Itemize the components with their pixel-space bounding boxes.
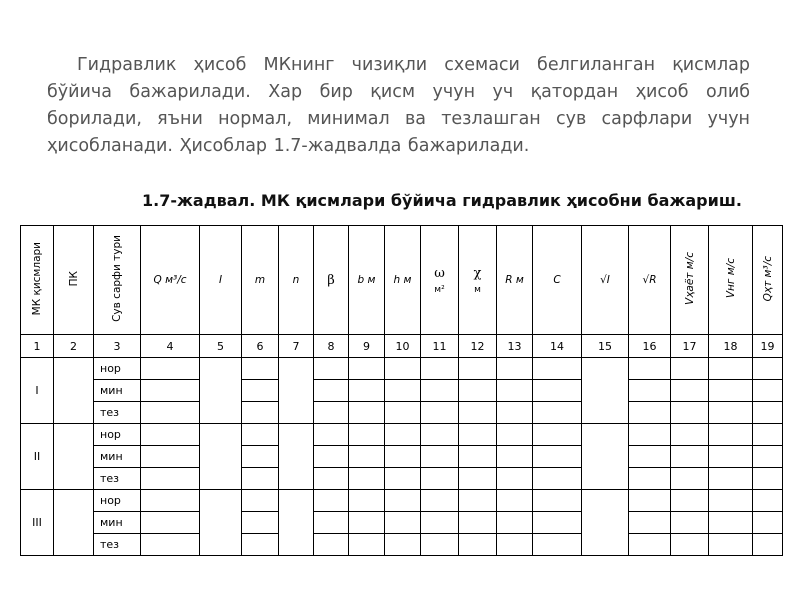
table-cell: [141, 490, 200, 512]
header-chezy: C: [533, 226, 582, 335]
table-cell: [629, 490, 671, 512]
merged-cell: [582, 490, 629, 556]
table-cell: [314, 446, 349, 468]
table-cell: [349, 468, 385, 490]
table-row: [21, 358, 783, 380]
column-number: 1: [21, 335, 54, 358]
column-number-row: [21, 335, 783, 358]
column-number: 6: [242, 335, 279, 358]
table-cell: [671, 512, 709, 534]
table-cell: [497, 512, 533, 534]
table-row: [21, 534, 783, 556]
merged-cell: [279, 490, 314, 556]
table-cell: [385, 380, 421, 402]
table-cell: [753, 358, 783, 380]
table-row: [21, 380, 783, 402]
column-number: 3: [94, 335, 141, 358]
table-cell: [421, 534, 459, 556]
table-cell: [709, 446, 753, 468]
table-cell: [314, 468, 349, 490]
table-cell: [497, 358, 533, 380]
header-area: ω м²: [421, 226, 459, 335]
column-number: 17: [671, 335, 709, 358]
table-cell: [421, 380, 459, 402]
flow-type-cell: мин: [94, 512, 141, 534]
table-cell: [533, 446, 582, 468]
table-cell: [533, 424, 582, 446]
table-cell: [141, 358, 200, 380]
table-cell: [459, 402, 497, 424]
column-number: 9: [349, 335, 385, 358]
header-v-life: Vҳаёт м/с: [671, 226, 709, 335]
table-cell: [421, 358, 459, 380]
table-cell: [459, 380, 497, 402]
table-cell: [753, 402, 783, 424]
table-cell: [753, 446, 783, 468]
header-slope: I: [200, 226, 242, 335]
header-pk: ПК: [54, 226, 94, 335]
table-row: [21, 424, 783, 446]
table-cell: [242, 380, 279, 402]
table-cell: [753, 534, 783, 556]
table-cell: [459, 468, 497, 490]
table-cell: [242, 490, 279, 512]
section-label: I: [21, 358, 54, 424]
table-cell: [141, 512, 200, 534]
table-cell: [753, 512, 783, 534]
flow-type-cell: нор: [94, 358, 141, 380]
pk-cell: [54, 358, 94, 424]
table-cell: [753, 490, 783, 512]
table-cell: [242, 402, 279, 424]
table-cell: [242, 358, 279, 380]
flow-type-cell: тез: [94, 534, 141, 556]
table-cell: [671, 358, 709, 380]
header-perimeter: χ м: [459, 226, 497, 335]
table-cell: [533, 380, 582, 402]
header-sqrt-i: √I: [582, 226, 629, 335]
table-cell: [385, 424, 421, 446]
table-cell: [385, 534, 421, 556]
column-number: 14: [533, 335, 582, 358]
column-number: 7: [279, 335, 314, 358]
table-cell: [242, 424, 279, 446]
merged-cell: [582, 424, 629, 490]
flow-type-cell: мин: [94, 446, 141, 468]
table-cell: [671, 468, 709, 490]
table-cell: [709, 358, 753, 380]
table-cell: [385, 446, 421, 468]
table-body: [21, 358, 783, 556]
table-cell: [242, 534, 279, 556]
table-cell: [141, 446, 200, 468]
column-number: 8: [314, 335, 349, 358]
header-sections: МК қисмлари: [21, 226, 54, 335]
table-cell: [349, 358, 385, 380]
table-title: 1.7-жадвал. МК қисмлари бўйича гидравлик ҳисобни бажариш.: [142, 191, 742, 210]
table-cell: [349, 490, 385, 512]
table-cell: [709, 380, 753, 402]
table-cell: [314, 402, 349, 424]
table-cell: [385, 358, 421, 380]
table-cell: [242, 446, 279, 468]
table-cell: [141, 468, 200, 490]
intro-paragraph: Гидравлик ҳисоб МКнинг чизиқли схемаси белгиланган қисмлар бўйича бажарилади. Хар бир қисм учун уч қатордан ҳисоб олиб борилади, яъни нормал, минимал ва тезлашган сув сарфлари учун ҳисобланади. Ҳисоблар 1.7-жадвалда бажарилади.: [47, 55, 750, 156]
section-label: III: [21, 490, 54, 556]
header-beta: β: [314, 226, 349, 335]
column-number: 11: [421, 335, 459, 358]
flow-type-cell: тез: [94, 402, 141, 424]
header-sqrt-r: √R: [629, 226, 671, 335]
table-row: [21, 446, 783, 468]
table-cell: [629, 424, 671, 446]
flow-type-cell: нор: [94, 490, 141, 512]
table-row: [21, 402, 783, 424]
table-cell: [533, 490, 582, 512]
merged-cell: [582, 358, 629, 424]
table-cell: [141, 402, 200, 424]
header-v-ng: Vнг м/с: [709, 226, 753, 335]
table-cell: [421, 468, 459, 490]
table-cell: [629, 380, 671, 402]
table-cell: [497, 402, 533, 424]
table-cell: [385, 468, 421, 490]
header-depth: h м: [385, 226, 421, 335]
column-number: 2: [54, 335, 94, 358]
table-cell: [421, 424, 459, 446]
table-cell: [385, 490, 421, 512]
table-cell: [533, 402, 582, 424]
table-cell: [349, 446, 385, 468]
column-number: 19: [753, 335, 783, 358]
table-cell: [671, 490, 709, 512]
column-number: 10: [385, 335, 421, 358]
table-cell: [421, 512, 459, 534]
table-cell: [459, 358, 497, 380]
table-cell: [314, 534, 349, 556]
column-number: 18: [709, 335, 753, 358]
merged-cell: [279, 424, 314, 490]
table-cell: [314, 490, 349, 512]
table-cell: [141, 534, 200, 556]
header-q-ht: Qҳт м³/с: [753, 226, 783, 335]
table-cell: [421, 490, 459, 512]
pk-cell: [54, 424, 94, 490]
merged-cell: [200, 424, 242, 490]
flow-type-cell: нор: [94, 424, 141, 446]
table-cell: [629, 358, 671, 380]
table-cell: [459, 424, 497, 446]
table-row: [21, 468, 783, 490]
table-cell: [629, 468, 671, 490]
merged-cell: [200, 358, 242, 424]
table-cell: [629, 402, 671, 424]
table-cell: [629, 534, 671, 556]
table-cell: [533, 512, 582, 534]
table-row: [21, 512, 783, 534]
pk-cell: [54, 490, 94, 556]
table-cell: [497, 534, 533, 556]
table-cell: [671, 402, 709, 424]
column-number: 13: [497, 335, 533, 358]
table-cell: [242, 468, 279, 490]
table-cell: [709, 534, 753, 556]
table-cell: [349, 512, 385, 534]
header-n: n: [279, 226, 314, 335]
table-cell: [459, 446, 497, 468]
table-cell: [709, 490, 753, 512]
table-row: [21, 490, 783, 512]
table-cell: [421, 446, 459, 468]
table-cell: [497, 380, 533, 402]
table-cell: [671, 534, 709, 556]
table-cell: [709, 468, 753, 490]
column-number: 5: [200, 335, 242, 358]
table-cell: [349, 380, 385, 402]
table-cell: [421, 402, 459, 424]
column-number: 15: [582, 335, 629, 358]
header-discharge: Q м³/с: [141, 226, 200, 335]
column-number: 4: [141, 335, 200, 358]
table-cell: [459, 490, 497, 512]
flow-type-cell: мин: [94, 380, 141, 402]
table-cell: [671, 380, 709, 402]
merged-cell: [279, 358, 314, 424]
table-cell: [385, 512, 421, 534]
table-cell: [497, 424, 533, 446]
header-m: m: [242, 226, 279, 335]
header-width: b м: [349, 226, 385, 335]
table-cell: [349, 424, 385, 446]
table-cell: [709, 402, 753, 424]
column-number: 12: [459, 335, 497, 358]
table-cell: [459, 534, 497, 556]
column-number: 16: [629, 335, 671, 358]
table-cell: [242, 512, 279, 534]
table-cell: [497, 468, 533, 490]
table-cell: [629, 512, 671, 534]
table-cell: [753, 380, 783, 402]
header-flow-type: Сув сарфи тури: [94, 226, 141, 335]
table-cell: [385, 402, 421, 424]
section-label: II: [21, 424, 54, 490]
table-cell: [709, 424, 753, 446]
table-cell: [141, 380, 200, 402]
table-cell: [671, 446, 709, 468]
table-cell: [671, 424, 709, 446]
table-cell: [314, 380, 349, 402]
table-cell: [314, 424, 349, 446]
table-cell: [709, 512, 753, 534]
table-cell: [533, 534, 582, 556]
hydraulic-calc-table: [20, 225, 783, 556]
table-cell: [349, 402, 385, 424]
table-cell: [753, 424, 783, 446]
table-cell: [497, 446, 533, 468]
table-cell: [459, 512, 497, 534]
table-cell: [314, 512, 349, 534]
table-cell: [349, 534, 385, 556]
table-cell: [314, 358, 349, 380]
header-row: [21, 226, 783, 335]
table-cell: [533, 358, 582, 380]
header-radius: R м: [497, 226, 533, 335]
flow-type-cell: тез: [94, 468, 141, 490]
table-cell: [141, 424, 200, 446]
table-cell: [629, 446, 671, 468]
table-cell: [753, 468, 783, 490]
table-cell: [497, 490, 533, 512]
table-cell: [533, 468, 582, 490]
merged-cell: [200, 490, 242, 556]
